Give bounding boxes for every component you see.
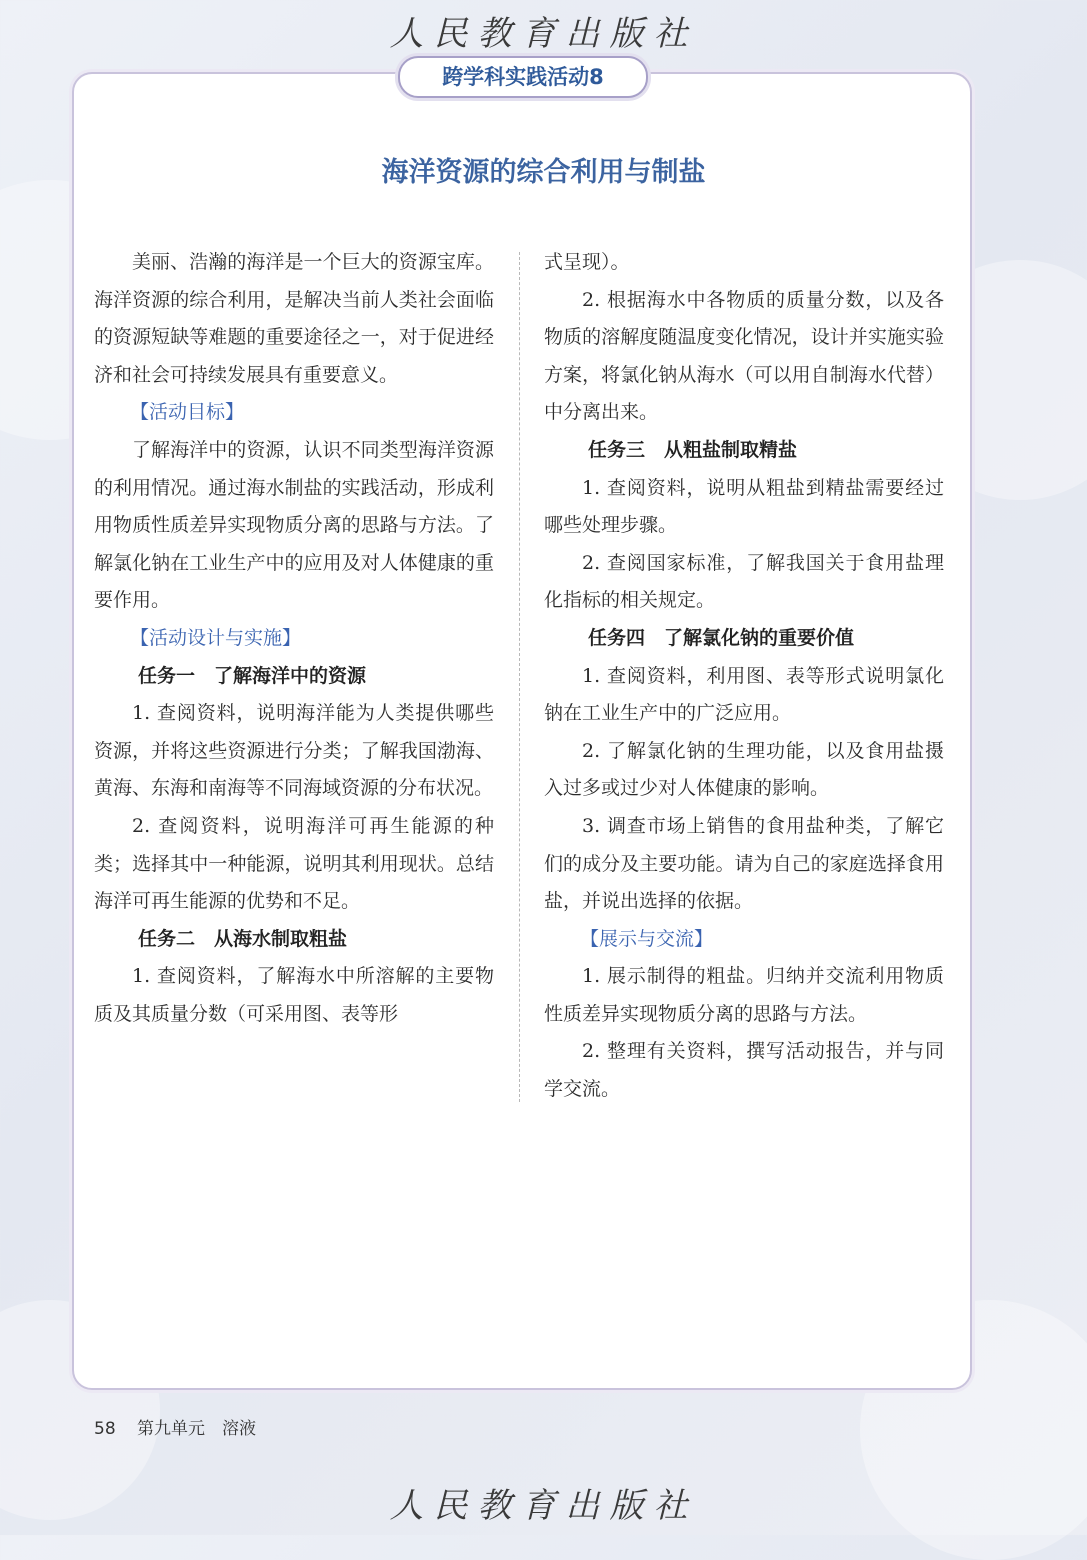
task4-heading: 任务四 了解氯化钠的重要价值 — [588, 626, 855, 649]
task3-item1: 1. 查阅资料，说明从粗盐到精盐需要经过哪些处理步骤。 — [544, 476, 944, 537]
share-heading: 【展示与交流】 — [580, 927, 714, 950]
task2-heading: 任务二 从海水制取粗盐 — [138, 927, 348, 950]
right-column — [544, 244, 944, 1109]
column-divider — [519, 252, 520, 1102]
task1-item1: 1. 查阅资料，说明海洋能为人类提供哪些资源，并将这些资源进行分类；了解我国渤海、黄海、东海和南海等不同海域资源的分布状况。 — [94, 702, 494, 800]
page-title: 海洋资源的综合利用与制盐 — [381, 157, 706, 188]
page-footer — [94, 1414, 256, 1439]
task2-item2: 2. 根据海水中各物质的质量分数，以及各物质的溶解度随温度变化情况，设计并实施实验方案，将氯化钠从海水（可以用自制海水代替）中分离出来。 — [544, 288, 944, 424]
share-item2: 2. 整理有关资料，撰写活动报告，并与同学交流。 — [544, 1040, 944, 1101]
goal-heading: 【活动目标】 — [130, 401, 245, 424]
task4-item1: 1. 查阅资料，利用图、表等形式说明氯化钠在工业生产中的广泛应用。 — [544, 664, 944, 725]
task2-item1-part1: 1. 查阅资料，了解海水中所溶解的主要物质及其质量分数（可采用图、表等形 — [94, 965, 494, 1025]
left-column — [94, 244, 494, 1033]
design-heading: 【活动设计与实施】 — [130, 626, 302, 649]
unit-label: 第九单元 溶液 — [137, 1419, 257, 1439]
task3-item2: 2. 查阅国家标准，了解我国关于食用盐理化指标的相关规定。 — [544, 551, 944, 612]
goal-paragraph: 了解海洋中的资源，认识不同类型海洋资源的利用情况。通过海水制盐的实践活动，形成利用物质性质差异实现物质分离的思路与方法。了解氯化钠在工业生产中的应用及对人体健康的重要作用。 — [94, 438, 494, 612]
task4-item3: 3. 调查市场上销售的食用盐种类，了解它们的成分及主要功能。请为自己的家庭选择食用盐，并说出选择的依据。 — [544, 814, 944, 913]
task3-heading: 任务三 从粗盐制取精盐 — [588, 438, 798, 461]
task2-item1-part2: 式呈现）。 — [544, 251, 630, 273]
intro-paragraph: 美丽、浩瀚的海洋是一个巨大的资源宝库。海洋资源的综合利用，是解决当前人类社会面临的资源短缺等难题的重要途径之一，对于促进经济和社会可持续发展具有重要意义。 — [94, 251, 494, 386]
task1-item2: 2. 查阅资料，说明海洋可再生能源的种类；选择其中一种能源，说明其利用现状。总结海洋可再生能源的优势和不足。 — [94, 814, 494, 913]
activity-tab: 跨学科实践活动8 — [398, 56, 648, 98]
share-item1: 1. 展示制得的粗盐。归纳并交流利用物质性质差异实现物质分离的思路与方法。 — [544, 965, 944, 1025]
page-number: 58 — [94, 1419, 116, 1439]
task1-heading: 任务一 了解海洋中的资源 — [138, 664, 367, 687]
publisher-logo-top: 人民教育出版社 — [389, 14, 698, 54]
task4-item2: 2. 了解氯化钠的生理功能，以及食用盐摄入过多或过少对人体健康的影响。 — [544, 739, 944, 800]
publisher-logo-bottom: 人民教育出版社 — [389, 1486, 698, 1526]
